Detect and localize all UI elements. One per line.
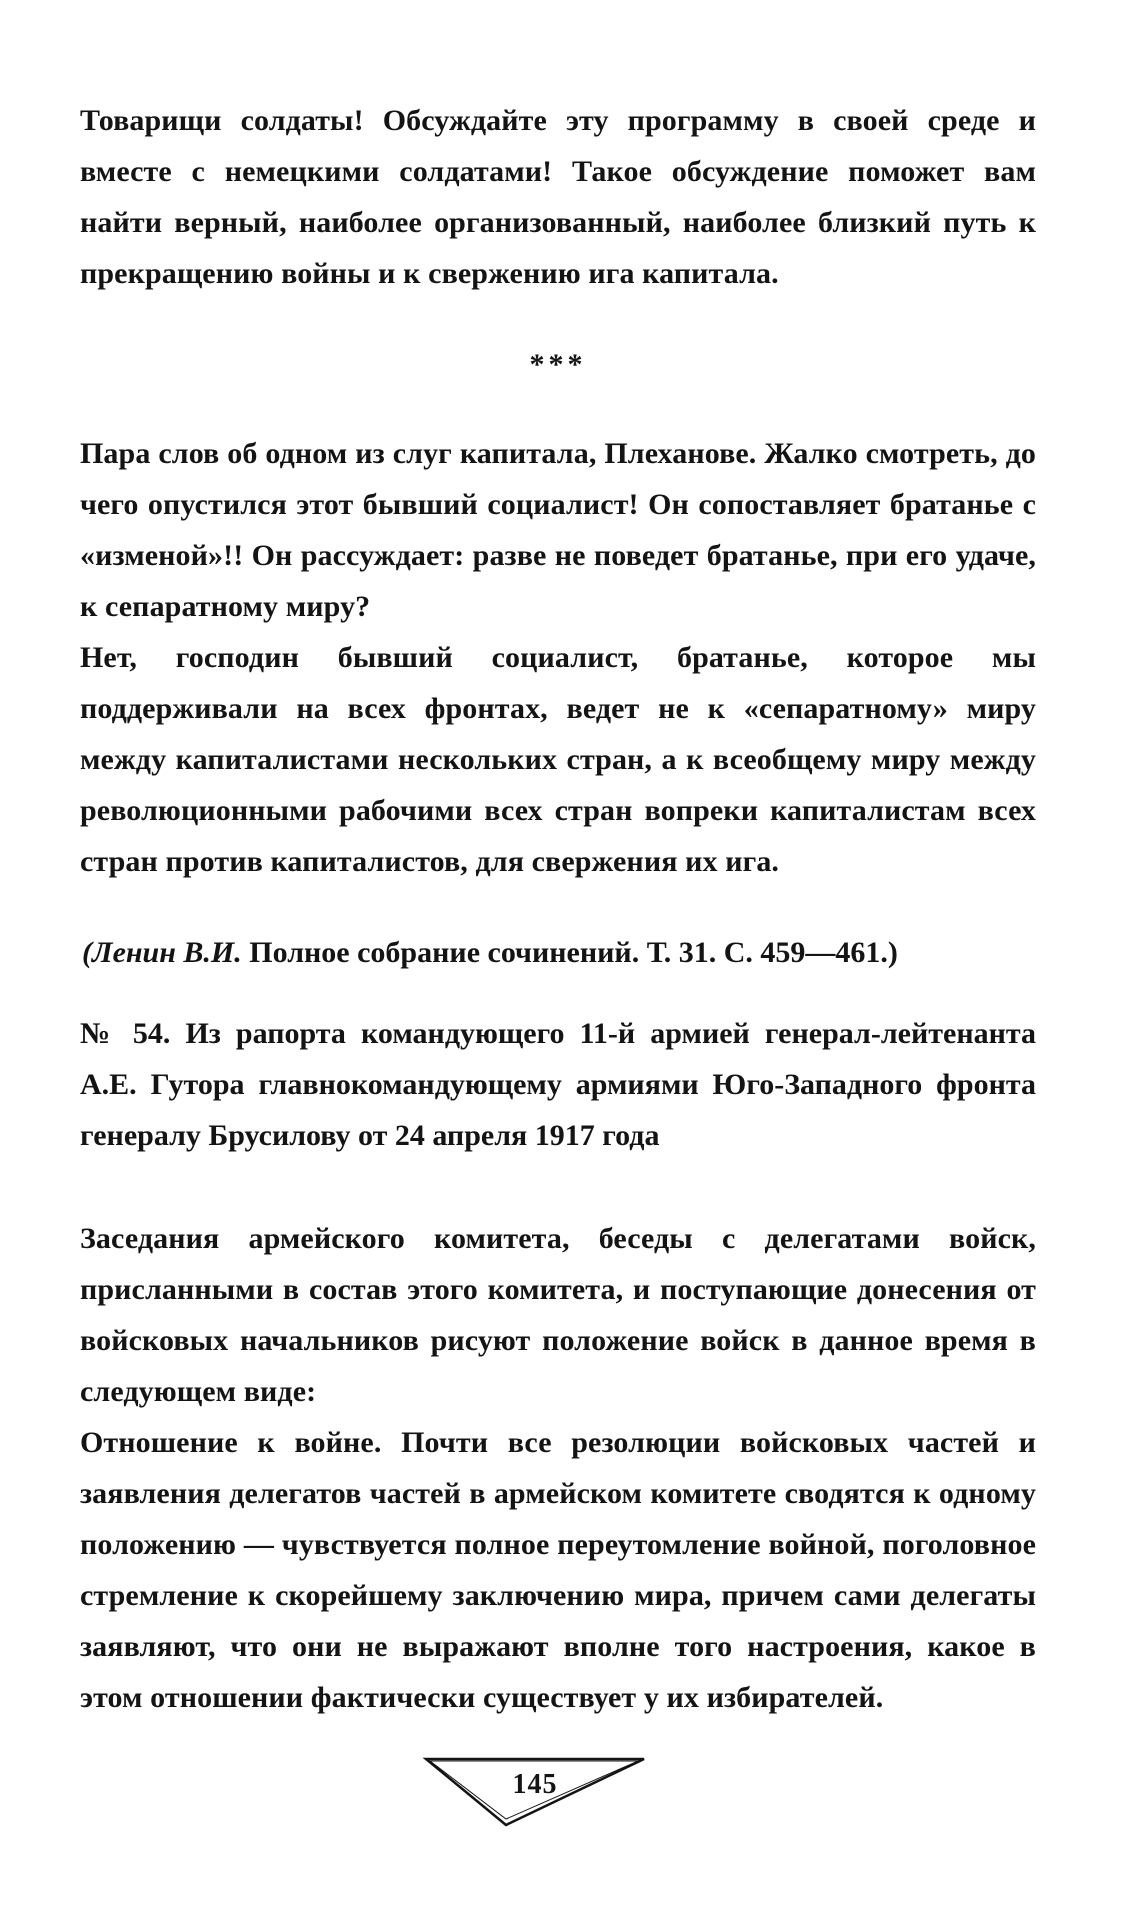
paragraph-soldiers-appeal: Товарищи солдаты! Обсуждайте эту программу в своей среде и вместе с немецкими солдатами! Такое обсуждение поможет вам найти верный, наиболее организованный, наиболее близкий путь к прекращению войны и к свержению ига капитала.: [80, 104, 1036, 290]
section-separator: ***: [529, 348, 587, 381]
fraternization-bold-all: всех: [347, 692, 406, 725]
citation-lenin: [80, 927, 1036, 978]
fraternization-bold-despite: вопреки: [644, 794, 759, 827]
attitude-to-war-heading: Отношение к войне.: [80, 1426, 382, 1459]
fraternization-text-3: капиталистам всех стран: [80, 794, 1036, 878]
page-number-ornament: [420, 1755, 650, 1845]
fraternization-text-1: Нет, господин бывший социалист, братанье, которое мы поддерживали на: [80, 641, 1036, 725]
page-body: [80, 95, 1036, 1723]
document-heading-54: № 54. Из рапорта командующего 11-й армией генерал-лейтенанта А.Е. Гутора главнокомандующему армиями Юго-Западного фронта генералу Брусилову от 24 апреля 1917 года: [80, 1017, 1036, 1152]
citation-source: Полное собрание сочинений. Т. 31. С. 459—461.): [241, 936, 898, 969]
citation-author: Ленин В.И.: [92, 936, 242, 969]
attitude-to-war-text: Почти все резолюции войсковых частей и заявления делегатов частей в армейском комитете сводятся к одному положению — чувствуется полное переутомление войной, поголовное стремление к скорейшему заключению мира, причем сами делегаты заявляют, что они не выражают вполне того настроения, какое в этом отношении фактически существует у их избирателей.: [80, 1426, 1037, 1714]
paragraph-plekhanov: Пара слов об одном из слуг капитала, Плеханове. Жалко смотреть, до чего опустился этот бывший социалист! Он сопоставляет братанье с «изменой»!! Он рассуждает: разве не поведет братанье, при его удаче, к сепаратному миру?: [80, 437, 1036, 623]
paragraph-attitude-to-war: [80, 1417, 1036, 1723]
paragraph-army-committee: Заседания армейского комитета, беседы с делегатами войск, присланными в состав этого комитета, и поступающие донесения от войсковых начальников рисуют положение войск в данное время в следующем виде:: [80, 1222, 1036, 1408]
citation-open: (: [82, 936, 92, 969]
page-number: 145: [512, 1769, 558, 1800]
fraternization-text-4: капиталистов, для свержения их ига.: [262, 845, 780, 878]
fraternization-bold-against: против: [165, 845, 263, 878]
paragraph-fraternization: [80, 632, 1036, 887]
fraternization-text-2: фронтах, ведет не к «сепаратному» миру между капиталистами нескольких стран, а к всеобщему миру между революционными рабочими всех стран: [80, 692, 1037, 827]
